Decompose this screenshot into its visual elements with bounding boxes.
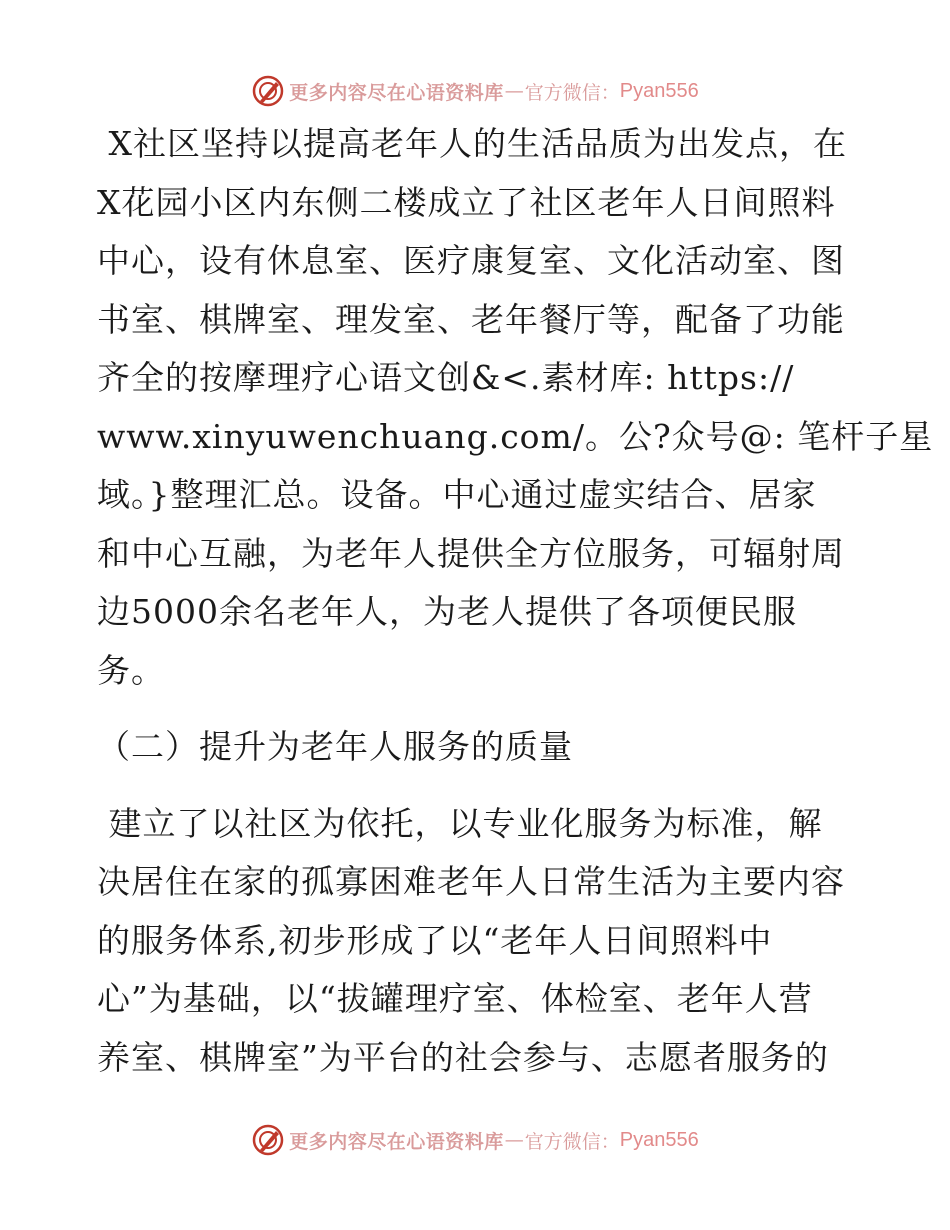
document-body (97, 115, 934, 1087)
footer-watermark (0, 1120, 950, 1160)
text-line: 书室、棋牌室、理发室、老年餐厅等，配备了功能 (97, 299, 845, 339)
watermark-text: 更多内容尽在心语资料库 (289, 1130, 504, 1153)
text-line: 养室、棋牌室”为平台的社会参与、志愿者服务的 (97, 1037, 829, 1077)
watermark-dash: — (504, 80, 524, 102)
text-line: 边5000余名老年人，为老人提供了各项便民服 (97, 592, 797, 631)
paragraph-1 (97, 115, 934, 700)
header-watermark (0, 71, 950, 111)
watermark-dash: — (504, 1129, 524, 1151)
text-line: X社区坚持以提高老年人的生活品质为出发点，在 (97, 124, 847, 163)
section-heading (97, 718, 857, 777)
watermark-label: 官方微信： (524, 1130, 620, 1153)
text-line: 和中心互融，为老年人提供全方位服务，可辐射周 (97, 533, 845, 573)
text-line: 决居住在家的孤寡困难老年人日常生活为主要内容 (97, 862, 845, 901)
text-line: 中心，设有休息室、医疗康复室、文化活动室、图 (97, 241, 845, 280)
watermark-account: Pyan556 (619, 79, 699, 102)
watermark-label: 官方微信： (524, 81, 620, 104)
pen-logo-icon (251, 1123, 285, 1157)
text-line: 齐全的按摩理疗心语文创&<.素材库: https:// (97, 358, 795, 397)
watermark-text: 更多内容尽在心语资料库 (289, 81, 504, 104)
text-line: 域。}整理汇总。设备。中心通过虚实结合、居家 (97, 475, 817, 514)
text-line: 建立了以社区为依托，以专业化服务为标准，解 (97, 803, 823, 843)
text-line: 心”为基础，以“拔罐理疗室、体检室、老年人营 (97, 979, 813, 1018)
pen-logo-icon (251, 74, 285, 108)
text-line: www.xinyuwenchuang.com/。公?众号@: 笔杆子星 (97, 416, 934, 456)
text-line: 的服务体系,初步形成了以“老年人日间照料中 (97, 920, 773, 960)
paragraph-2 (97, 795, 857, 1088)
watermark-account: Pyan556 (619, 1128, 699, 1151)
text-line: X花园小区内东侧二楼成立了社区老年人日间照料 (97, 182, 836, 222)
text-line: 务。 (97, 650, 165, 690)
heading-text: （二）提升为老年人服务的质量 (97, 727, 573, 766)
